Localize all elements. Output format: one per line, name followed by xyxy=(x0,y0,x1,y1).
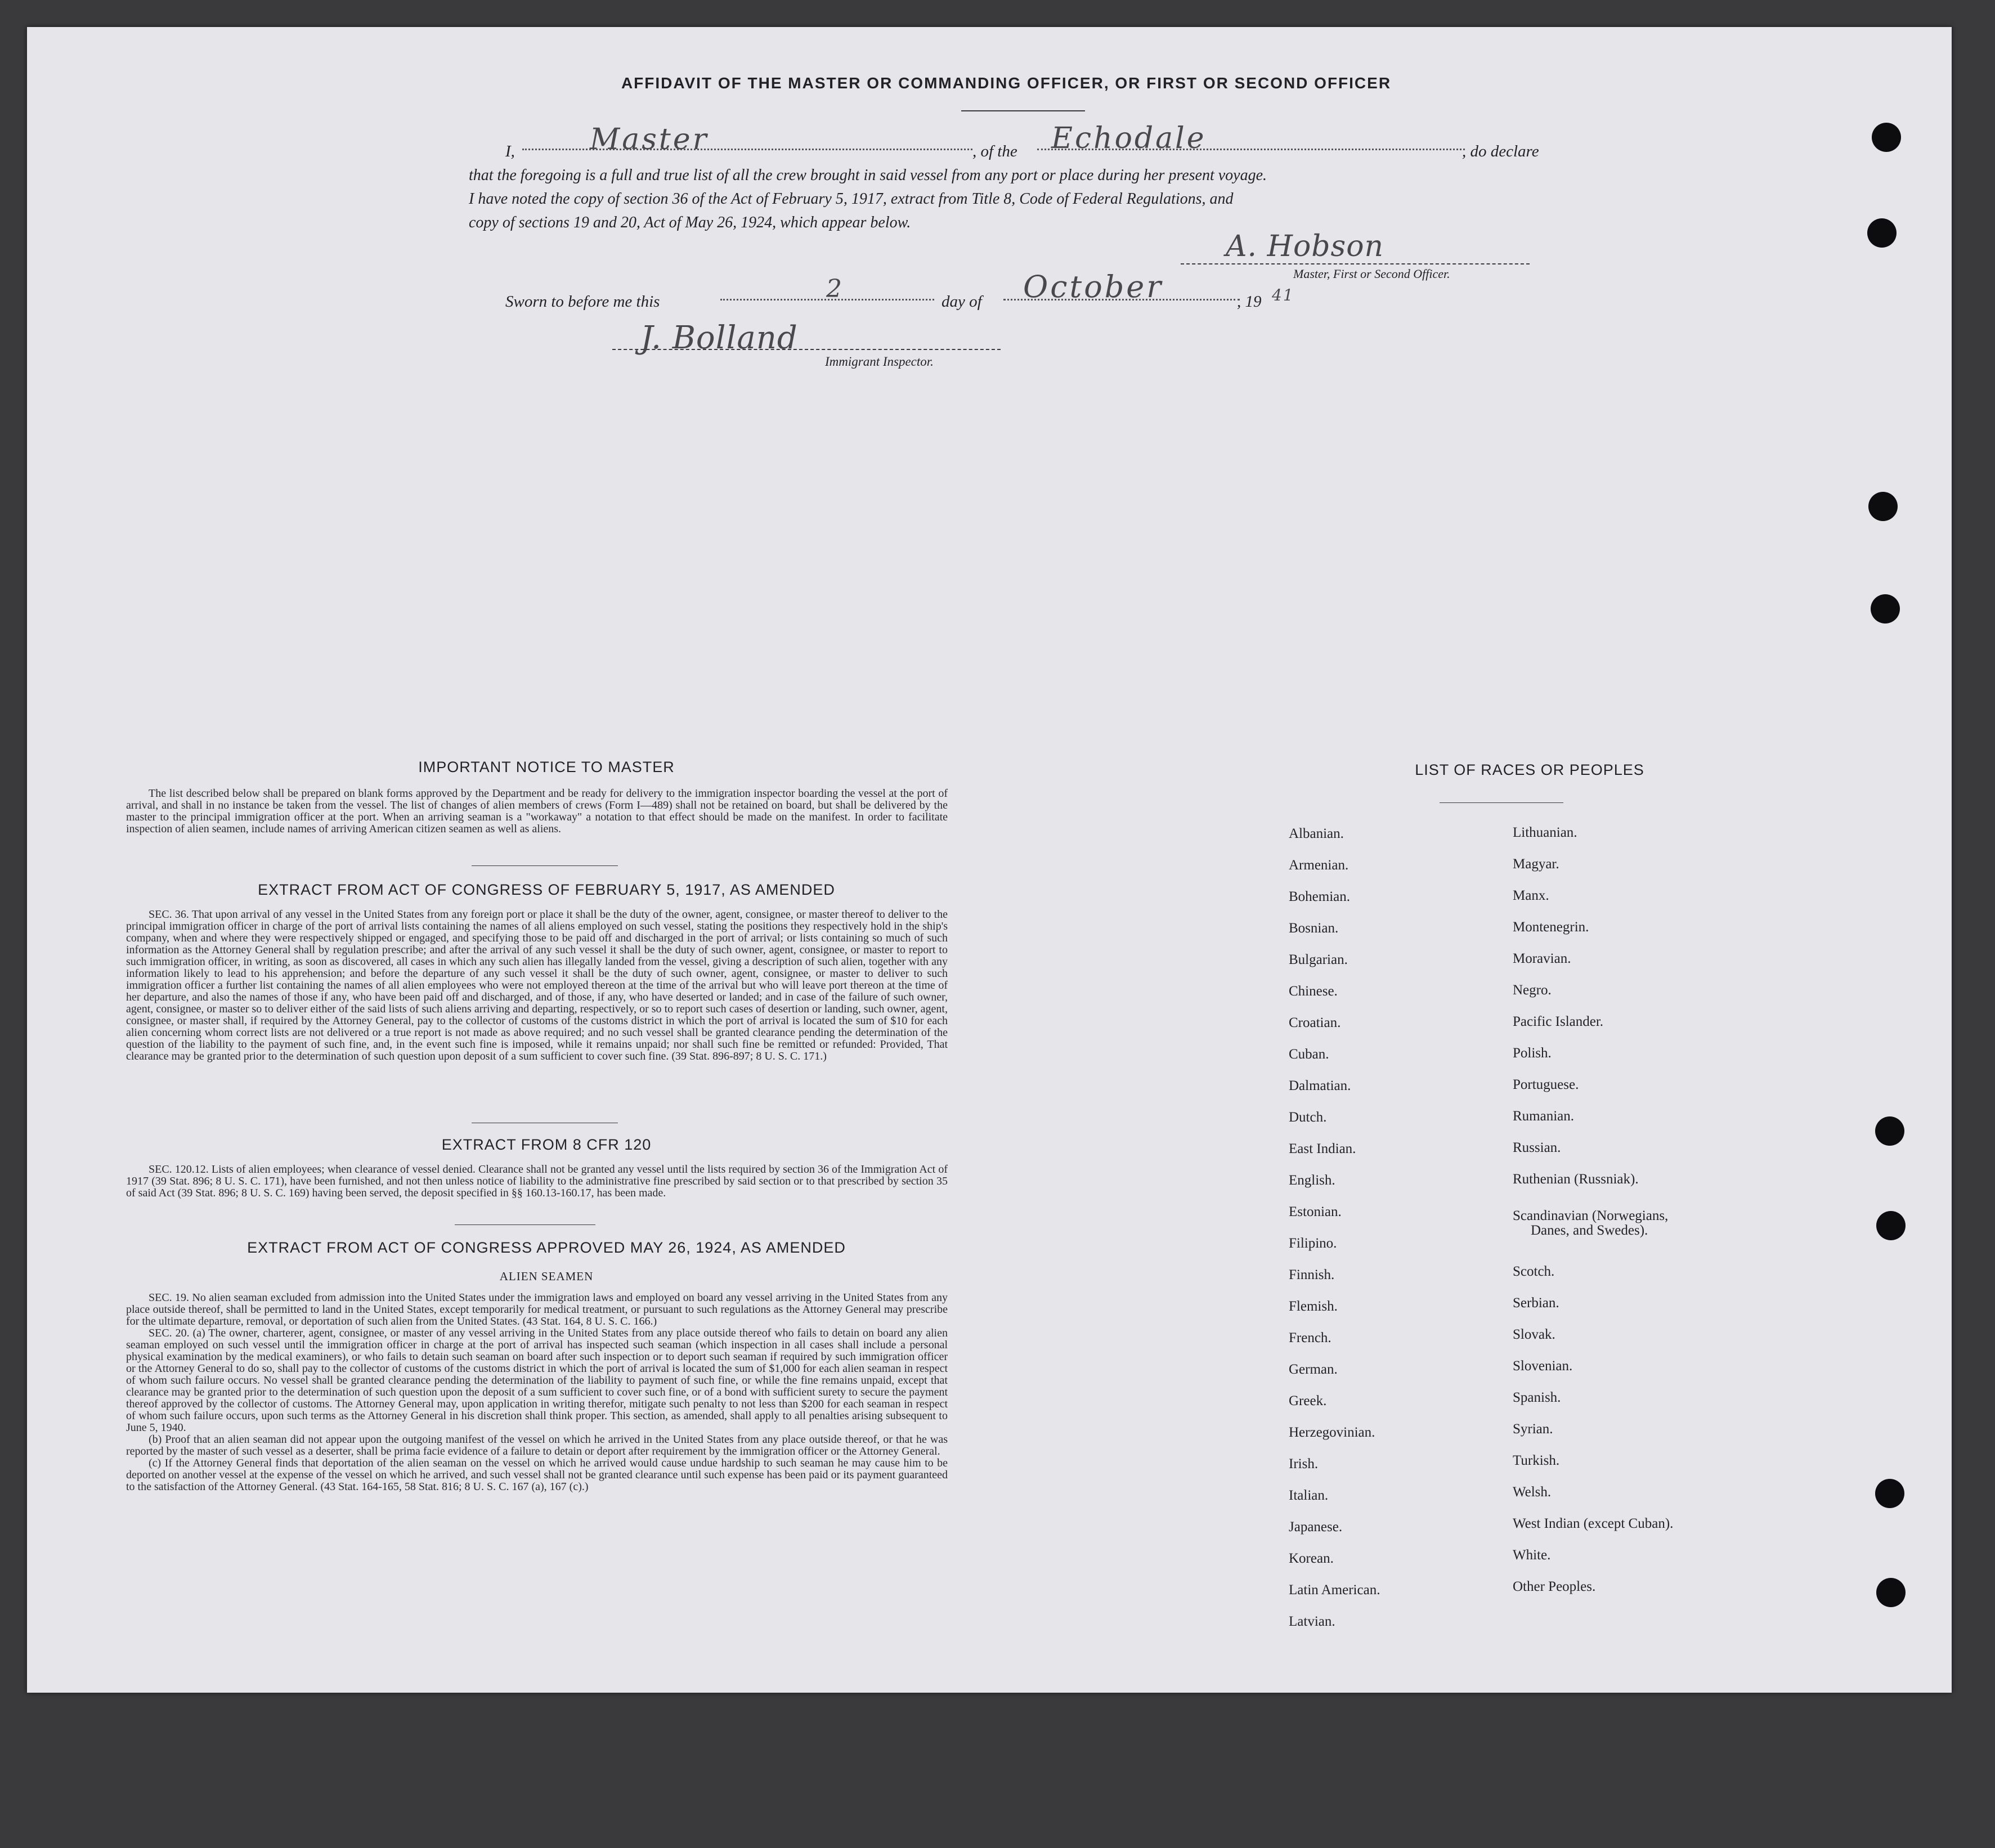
declaration-line-3: I have noted the copy of section 36 of the Act of February 5, 1917, extract from Title 8, Code of Federal Regulations, and xyxy=(469,190,1234,208)
extract-1917-text: SEC. 36. That upon arrival of any vessel in the United States from any foreign port or place it shall be the duty of the owner, agent, consignee, or master thereof to deliver to the principal immigration officer in charge of the port of arrival lists containing the names of all aliens employed on such vessel, stating the positions they respectively hold in the ship's company, when and where they were respectively shipped or engaged, and specifying those to be paid off and discharged in the port of arrival; or lists containing so much of such information as the Attorney General shall by regulation prescribe; and after the arrival of any such vessel it shall be the duty of such owner, agent, consignee, or master to report to such immigration officer, in writing, as soon as discovered, all cases in which any such alien has illegally landed from the vessel, giving a description of such alien, together with any information likely to lead to his apprehension; and before the departure of any such vessel it shall be the duty of such owner, agent, consignee, or master to deliver to such immigration officer a further list containing the names of all alien employees who were not employed thereon at the time of the arrival but who will leave port thereon at the time of her departure, and also the names of those if any, who have been paid off and discharged, and of those, if any, who have deserted or landed; and in case of the failure of such owner, agent, consignee, or master so to deliver either of the said lists of such aliens arriving and departing, respectively, or so to report such cases of desertion or landing, such owner, agent, consignee, or master shall, if required by the Attorney General, pay to the collector of customs of the customs district in which the port of arrival is located the sum of $10 for each alien concerning whom correct lists are not delivered or a true report is not made as above required; and no such vessel shall be granted clearance pending the determination of the question of the liability to the payment of such fine, and, in the event such fine is imposed, while it remains unpaid; nor shall such fine be remitted or refunded: Provided, That clearance may be granted prior to the determination of such question upon deposit of a sum sufficient to cover such fine. (39 Stat. 896-897; 8 U. S. C. 171.) xyxy=(126,908,948,1062)
officer-caption: Master, First or Second Officer. xyxy=(1293,267,1450,281)
race-item: Negro. xyxy=(1513,983,1552,998)
race-item: Greek. xyxy=(1289,1393,1327,1409)
race-item: Moravian. xyxy=(1513,951,1571,966)
vessel-handwriting: Echodale xyxy=(1051,122,1207,155)
race-scandinavian-line-1: Scandinavian (Norwegians, xyxy=(1513,1208,1669,1223)
race-item: Portuguese. xyxy=(1513,1077,1579,1092)
notice-text: The list described below shall be prepared on blank forms approved by the Department and be ready for delivery to the immigration inspector boarding the vessel at the port of arrival, and shall in no instance be taken from the vessel. The list of changes of alien members of crews (Form I—489) shall not be retained on board, but shall be delivered by the master to the principal immigration officer at the port. When an arriving seaman is a "workaway" a notation to that effect should be made on the manifest. In order to facilitate inspection of alien seamen, include names of arriving American citizen seamen as well as aliens. xyxy=(126,787,948,835)
race-item: Turkish. xyxy=(1513,1453,1560,1468)
year-prefix: , 19 xyxy=(1237,293,1262,311)
punch-hole xyxy=(1876,1578,1906,1607)
races-column-2-lower xyxy=(1513,1256,1673,1603)
races-title: LIST OF RACES OR PEOPLES xyxy=(1415,761,1644,778)
race-item: Japanese. xyxy=(1289,1519,1343,1535)
master-handwriting: Master xyxy=(590,123,709,156)
declarant-prefix: I, xyxy=(505,142,515,160)
punch-hole xyxy=(1876,1211,1906,1240)
race-item: Italian. xyxy=(1289,1488,1329,1503)
race-item: Lithuanian. xyxy=(1513,825,1577,840)
race-item: Bulgarian. xyxy=(1289,952,1348,967)
section-20c-text: (c) If the Attorney General finds that deportation of the alien seaman on the vessel on which he arrived would cause undue hardship to such seaman he may cause him to be deported on another vessel at the expense of the vessel on which he arrived, and such vessel shall not be granted clearance until such expense has been paid or its payment guaranteed to the satisfaction of the Attorney General. (43 Stat. 164-165, 58 Stat. 816; 8 U. S. C. 167 (a), 167 (c).) xyxy=(126,1457,948,1493)
races-column-1 xyxy=(1289,818,1380,1638)
declaration-line-2: that the foregoing is a full and true list of all the crew brought in said vessel from any port or place during her present voyage. xyxy=(469,167,1267,184)
race-item: Manx. xyxy=(1513,888,1549,903)
race-item: Latvian. xyxy=(1289,1614,1335,1629)
month-handwriting: October xyxy=(1023,269,1164,304)
race-item: German. xyxy=(1289,1362,1338,1377)
race-item: Serbian. xyxy=(1513,1295,1559,1311)
extract-1924-title: EXTRACT FROM ACT OF CONGRESS APPROVED MAY 26, 1924, AS AMENDED xyxy=(247,1239,846,1256)
race-item: Rumanian. xyxy=(1513,1109,1575,1124)
races-column-2-upper xyxy=(1513,817,1639,1195)
declaration-line-4: copy of sections 19 and 20, Act of May 26, 1924, which appear below. xyxy=(469,214,911,231)
race-item: Bohemian. xyxy=(1289,889,1351,904)
extract-1924-sections xyxy=(126,1292,948,1493)
race-item: Estonian. xyxy=(1289,1204,1342,1219)
punch-hole xyxy=(1867,218,1897,248)
race-item: West Indian (except Cuban). xyxy=(1513,1516,1674,1531)
title-underline xyxy=(961,110,1085,111)
race-scandinavian-line-2: Danes, and Swedes). xyxy=(1531,1223,1648,1238)
race-item: Ruthenian (Russniak). xyxy=(1513,1172,1639,1187)
day-of-label: day of xyxy=(942,293,982,311)
race-item: Syrian. xyxy=(1513,1421,1553,1437)
extract-1917-title: EXTRACT FROM ACT OF CONGRESS OF FEBRUARY 5, 1917, AS AMENDED xyxy=(258,881,835,898)
race-item: Montenegrin. xyxy=(1513,919,1589,935)
race-item: English. xyxy=(1289,1173,1335,1188)
race-item: Russian. xyxy=(1513,1140,1561,1155)
race-item: Cuban. xyxy=(1289,1047,1329,1062)
race-item: White. xyxy=(1513,1548,1551,1563)
race-item: Finnish. xyxy=(1289,1267,1335,1282)
race-item: Latin American. xyxy=(1289,1582,1380,1598)
extract-cfr-text: SEC. 120.12. Lists of alien employees; when clearance of vessel denied. Clearance shall not be granted any vessel until the lists required by section 36 of the Immigration Act of 1917 (39 Stat. 896; 8 U. S. C. 171), have been furnished, and not then unless notice of liability to the administrative fine prescribed by said section or to that prescribed by section 35 of said Act (39 Stat. 896; 8 U. S. C. 169) having been served, the deposit specified in §§ 160.13-160.17, has been made. xyxy=(126,1163,948,1199)
race-item: Croatian. xyxy=(1289,1015,1341,1030)
section-20a-text: SEC. 20. (a) The owner, charterer, agent, consignee, or master of any vessel arriving in the United States from any place outside thereof who fails to detain on board any alien seaman employed on such vessel until the immigration officer in charge at the port of arrival has inspected such seaman (which inspection in all cases shall include a personal physical examination by the medical examiners), or who fails to detain such seaman on board after such inspection or to deport such seaman if required by such immigration officer or the Attorney General to do so, shall pay to the collector of customs of the customs district in which the port of arrival is located the sum of $1,000 for each alien seaman in respect of whom such failure occurs. No vessel shall be granted clearance pending the determination of the liability to payment of such fine, or while the fine remains unpaid, except that clearance may be granted prior to the determination of such question upon the deposit of a sum sufficient to cover such fine, or of a bond with sufficient surety to secure the payment thereof approved by the collector of customs. The Attorney General may, upon application in writing therefor, mitigate such penalty to not less than $200 for each seaman in respect of whom such failure occurs, upon such terms as the Attorney General in his discretion shall think proper. This section, as amended, shall apply to all penalties arising subsequent to June 5, 1940. xyxy=(126,1327,948,1434)
races-divider xyxy=(1440,802,1563,803)
race-item: Bosnian. xyxy=(1289,921,1339,936)
section-20b-text: (b) Proof that an alien seaman did not appear upon the outgoing manifest of the vessel on which he arrived in the United States from any place outside thereof, or that he was reported by the master of such vessel as a deserter, shall be prima facie evidence of a failure to detain or deport after requirement by the immigration officer or the Attorney General. xyxy=(126,1433,948,1457)
sworn-label: Sworn to before me this xyxy=(505,293,660,311)
race-item: Slovenian. xyxy=(1513,1358,1573,1374)
alien-seamen-subtitle: ALIEN SEAMEN xyxy=(499,1270,594,1283)
race-item: Other Peoples. xyxy=(1513,1579,1596,1594)
year-handwriting: 41 xyxy=(1272,286,1294,304)
inspector-signature-line xyxy=(612,349,1001,350)
race-item: Irish. xyxy=(1289,1456,1319,1472)
punch-hole xyxy=(1875,1116,1904,1146)
of-the-label: , of the xyxy=(972,142,1017,160)
extract-cfr-divider xyxy=(455,1224,595,1225)
race-item: Flemish. xyxy=(1289,1299,1338,1314)
race-item: Scotch. xyxy=(1513,1264,1555,1279)
do-declare-label: , do declare xyxy=(1462,142,1539,160)
race-item: Herzegovinian. xyxy=(1289,1425,1375,1440)
race-item: Dalmatian. xyxy=(1289,1078,1351,1093)
race-item: Magyar. xyxy=(1513,856,1559,872)
punch-hole xyxy=(1868,492,1898,521)
officer-signature-line xyxy=(1181,263,1530,264)
inspector-caption: Immigrant Inspector. xyxy=(825,355,934,369)
affidavit-title: AFFIDAVIT OF THE MASTER OR COMMANDING OFFICER, OR FIRST OR SECOND OFFICER xyxy=(621,74,1392,92)
section-19-text: SEC. 19. No alien seaman excluded from admission into the United States under the immigration laws and employed on board any vessel arriving in the United States from any place outside thereof, shall be permitted to land in the United States, except temporarily for medical treatment, or pursuant to such regulations as the Attorney General may prescribe for the ultimate departure, removal, or deportation of such alien from the United States. (43 Stat. 164, 8 U. S. C. 166.) xyxy=(126,1291,948,1327)
race-item: Welsh. xyxy=(1513,1484,1552,1500)
race-item: Albanian. xyxy=(1289,826,1344,841)
race-scandinavian xyxy=(1513,1209,1668,1238)
punch-hole xyxy=(1872,123,1901,152)
race-item: Pacific Islander. xyxy=(1513,1014,1604,1029)
race-item: Spanish. xyxy=(1513,1390,1561,1405)
race-item: Armenian. xyxy=(1289,858,1349,873)
document-sheet xyxy=(27,27,1952,1693)
notice-title: IMPORTANT NOTICE TO MASTER xyxy=(418,759,675,775)
race-item: East Indian. xyxy=(1289,1141,1356,1156)
race-item: Filipino. xyxy=(1289,1236,1337,1251)
race-item: Slovak. xyxy=(1513,1327,1555,1342)
inspector-signature: J. Bolland xyxy=(640,320,798,356)
race-item: French. xyxy=(1289,1330,1332,1345)
race-item: Korean. xyxy=(1289,1551,1334,1566)
race-item: Polish. xyxy=(1513,1046,1552,1061)
race-item: Dutch. xyxy=(1289,1110,1327,1125)
day-handwriting: 2 xyxy=(826,275,844,303)
officer-signature: A. Hobson xyxy=(1226,230,1384,263)
punch-hole xyxy=(1871,594,1900,624)
race-item: Chinese. xyxy=(1289,984,1338,999)
notice-divider xyxy=(472,865,618,866)
extract-cfr-title: EXTRACT FROM 8 CFR 120 xyxy=(441,1136,652,1153)
punch-hole xyxy=(1875,1479,1904,1508)
